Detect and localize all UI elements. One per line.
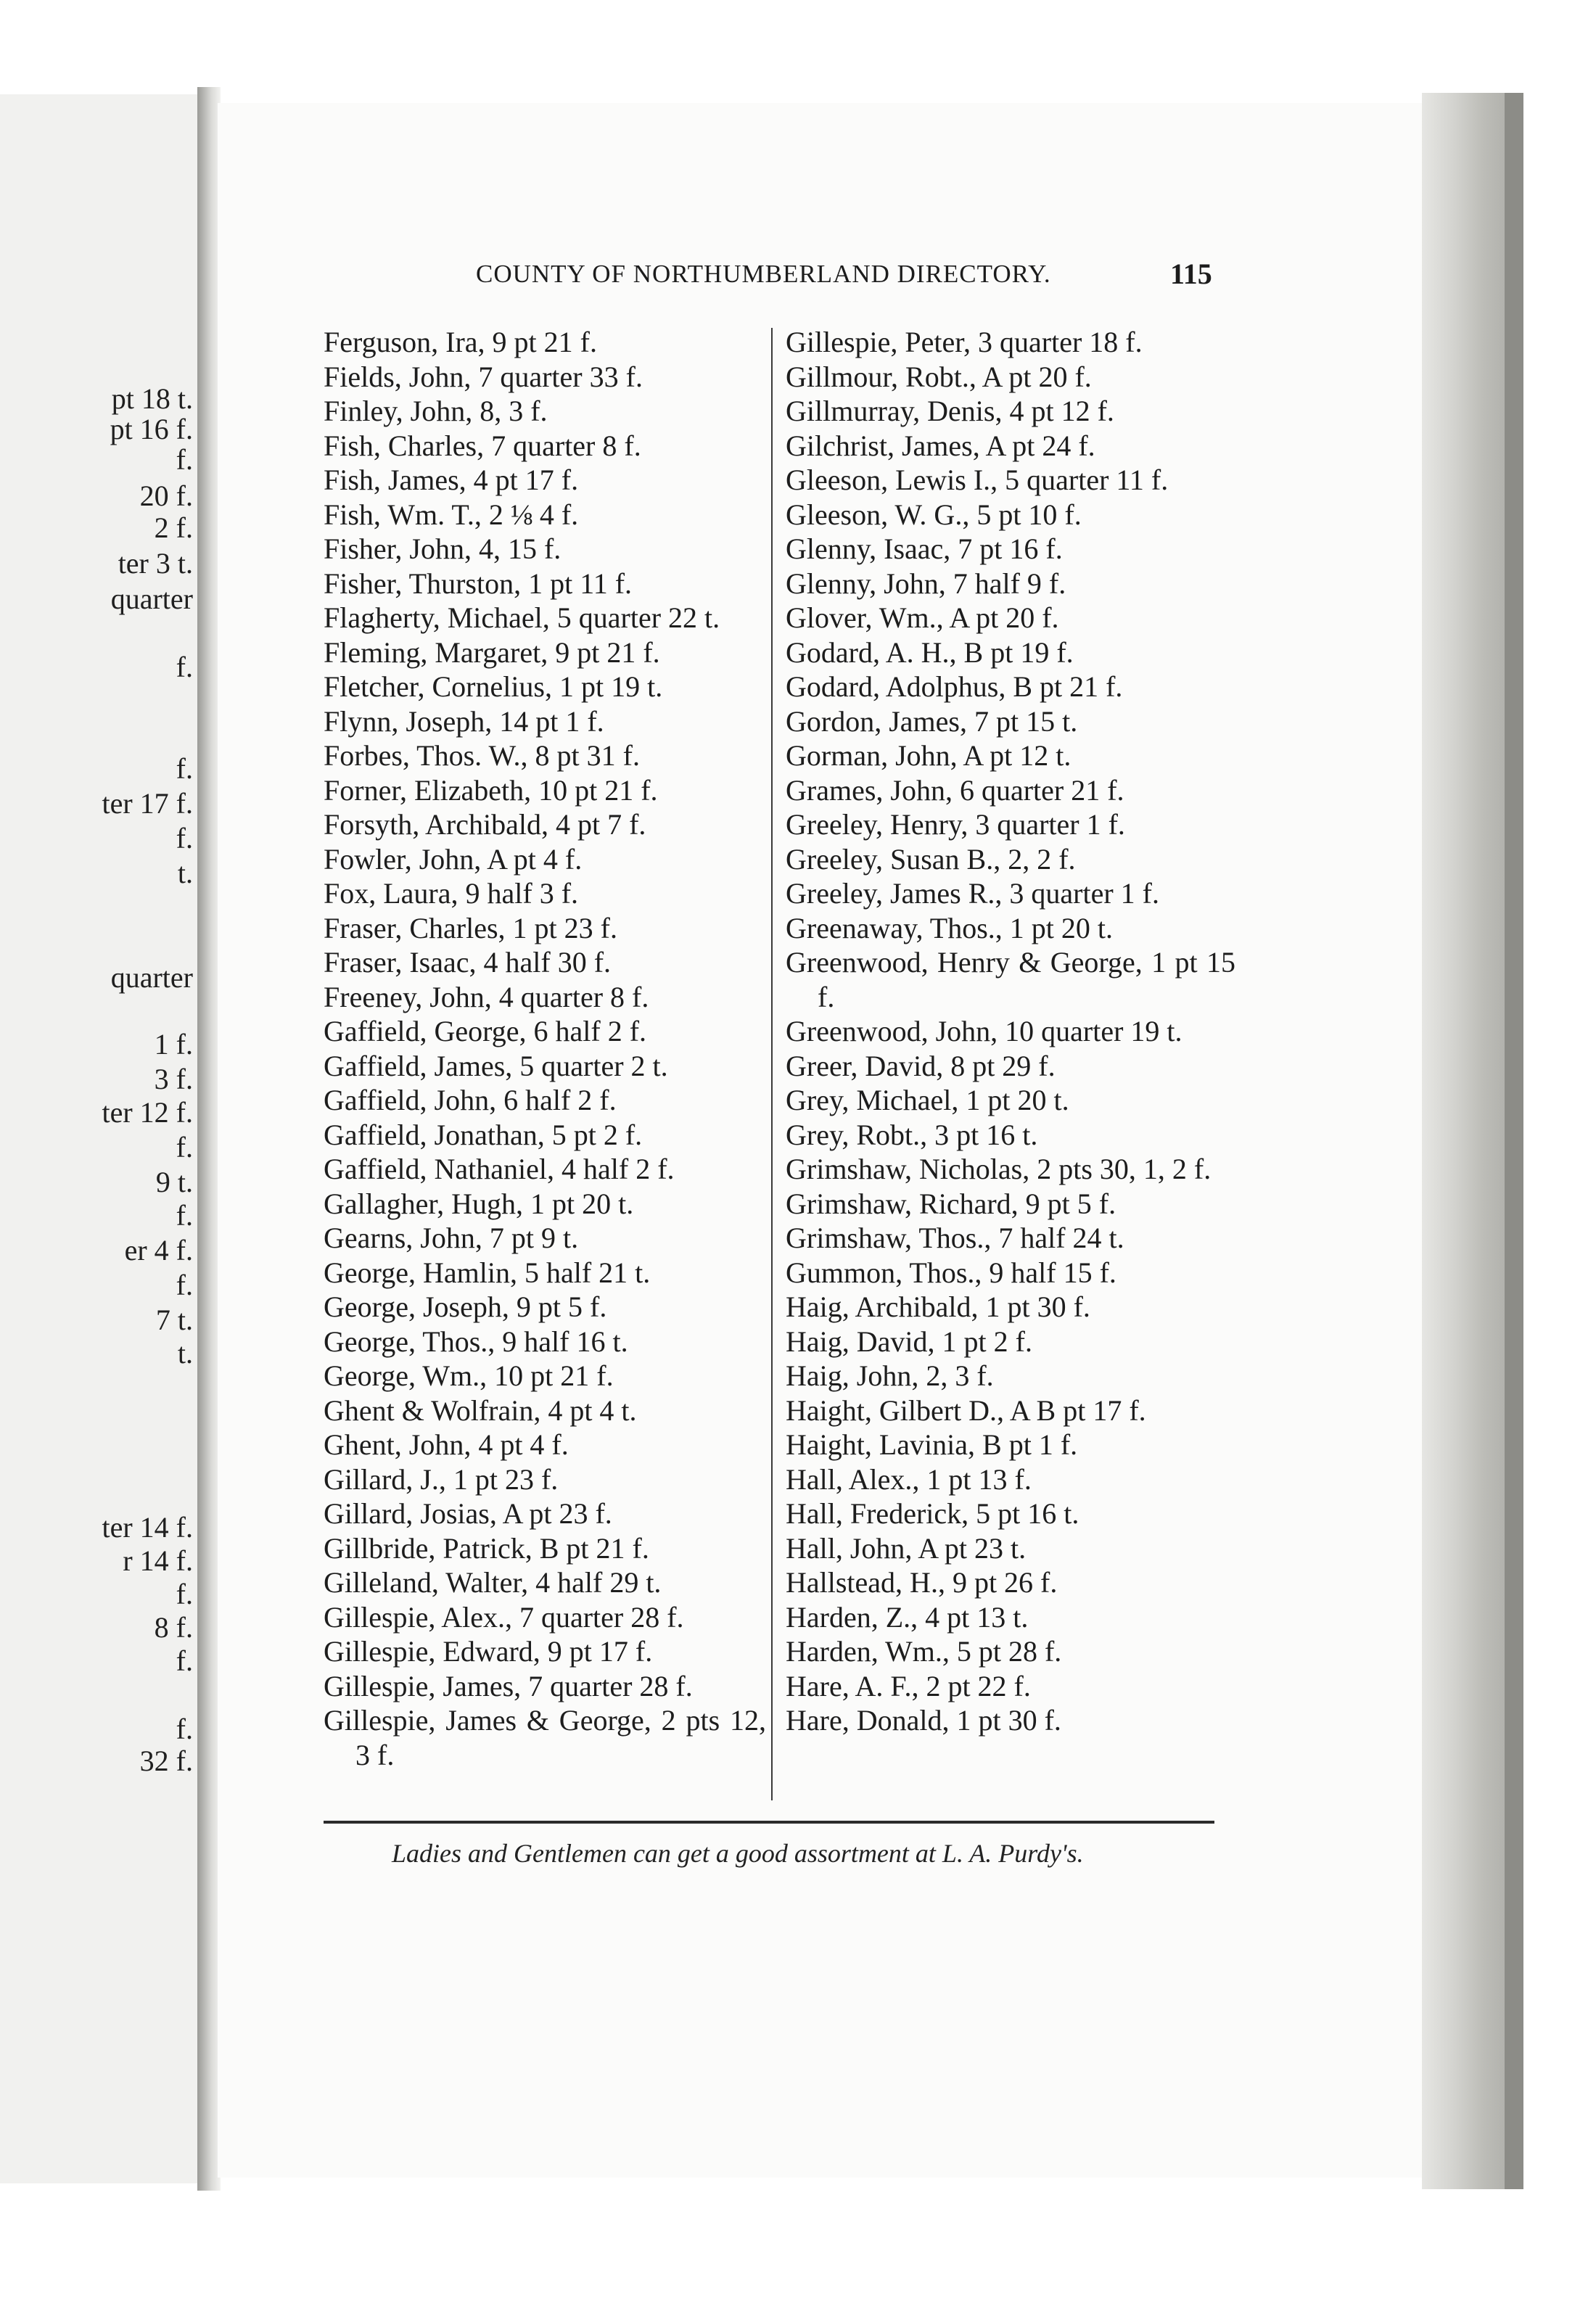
directory-entry: Hare, A. F., 2 pt 22 f.: [786, 1669, 1031, 1702]
left-page-text-fragment: quarter: [110, 961, 193, 994]
directory-entry: Greer, David, 8 pt 29 f.: [786, 1049, 1056, 1082]
directory-entry: Gaffield, Nathaniel, 4 half 2 f.: [324, 1153, 675, 1185]
directory-entry: Fraser, Charles, 1 pt 23 f.: [324, 911, 617, 944]
left-page-text-fragment: t.: [177, 1337, 193, 1370]
directory-column-right: [786, 325, 1235, 1738]
directory-entry: Hall, John, A pt 23 t.: [786, 1531, 1027, 1565]
page-header-title: COUNTY OF NORTHUMBERLAND DIRECTORY.: [476, 260, 1051, 288]
directory-entry: Grey, Robt., 3 pt 16 t.: [786, 1118, 1038, 1151]
directory-entry: Harden, Z., 4 pt 13 t.: [786, 1600, 1029, 1634]
left-page-text-fragment: ter 3 t.: [118, 547, 193, 580]
directory-entry: Gillard, J., 1 pt 23 f.: [324, 1462, 559, 1496]
left-page-text-fragment: quarter: [110, 582, 193, 615]
directory-entry: Gleeson, W. G., 5 pt 10 f.: [786, 498, 1082, 531]
directory-entry: Fish, Wm. T., 2 ⅛ 4 f.: [324, 498, 579, 531]
left-page-text-fragment: f.: [176, 752, 193, 785]
directory-entry: Gleeson, Lewis I., 5 quarter 11 f.: [786, 464, 1169, 496]
left-page-text-fragment: f.: [176, 1578, 193, 1610]
directory-entry: Godard, A. H., B pt 19 f.: [786, 635, 1074, 669]
left-page-text-fragment: f.: [176, 651, 193, 683]
directory-entry: Forner, Elizabeth, 10 pt 21 f.: [324, 773, 658, 807]
left-page-text-fragment: pt 16 f.: [110, 413, 193, 445]
left-page-text-fragment: ter 12 f.: [102, 1096, 193, 1129]
footer-rule: [324, 1821, 1214, 1824]
directory-entry: Haight, Lavinia, B pt 1 f.: [786, 1428, 1078, 1461]
directory-entry: Greenwood, John, 10 quarter 19 t.: [786, 1015, 1182, 1047]
directory-entry: Gillmour, Robt., A pt 20 f.: [786, 360, 1092, 393]
directory-entry: Greeley, Henry, 3 quarter 1 f.: [786, 808, 1125, 841]
directory-entry: Grimshaw, Nicholas, 2 pts 30, 1, 2 f.: [786, 1153, 1212, 1185]
directory-entry: Glenny, Isaac, 7 pt 16 f.: [786, 532, 1063, 565]
directory-entry: Grimshaw, Thos., 7 half 24 t.: [786, 1222, 1124, 1254]
directory-entry: Gillmurray, Denis, 4 pt 12 f.: [786, 395, 1114, 427]
left-page-text-fragment: 3 f.: [154, 1063, 193, 1095]
directory-entry: Fleming, Margaret, 9 pt 21 f.: [324, 635, 660, 669]
directory-entry: Harden, Wm., 5 pt 28 f.: [786, 1635, 1062, 1668]
directory-entry: Fox, Laura, 9 half 3 f.: [324, 877, 579, 910]
directory-entry: Gillespie, Peter, 3 quarter 18 f.: [786, 326, 1143, 358]
directory-entry: Fish, James, 4 pt 17 f.: [324, 464, 579, 496]
directory-entry: Gillespie, James, 7 quarter 28 f.: [324, 1669, 693, 1702]
left-page-text-fragment: 20 f.: [139, 479, 193, 512]
directory-entry: Fisher, John, 4, 15 f.: [324, 532, 562, 565]
directory-entry: Gillespie, James & George, 2 pts 12, 3 f.: [324, 1704, 766, 1771]
left-page-text-fragment: 2 f.: [154, 511, 193, 544]
directory-entry: Fisher, Thurston, 1 pt 11 f.: [324, 567, 633, 600]
directory-entry: George, Wm., 10 pt 21 f.: [324, 1359, 614, 1392]
page-number: 115: [1170, 258, 1212, 290]
directory-entry: Greenwood, Henry & George, 1 pt 15 f.: [786, 946, 1235, 1013]
left-page-text-fragment: 7 t.: [155, 1304, 193, 1336]
directory-entry: Gillbride, Patrick, B pt 21 f.: [324, 1531, 649, 1565]
directory-entry: Gearns, John, 7 pt 9 t.: [324, 1222, 579, 1254]
left-page-text-fragment: f.: [176, 1269, 193, 1301]
directory-entry: George, Thos., 9 half 16 t.: [324, 1325, 628, 1358]
directory-entry: Gaffield, George, 6 half 2 f.: [324, 1015, 647, 1047]
directory-entry: Haig, Archibald, 1 pt 30 f.: [786, 1290, 1090, 1323]
directory-entry: Fletcher, Cornelius, 1 pt 19 t.: [324, 670, 663, 703]
directory-entry: Gordon, James, 7 pt 15 t.: [786, 704, 1078, 738]
directory-entry: Forsyth, Archibald, 4 pt 7 f.: [324, 808, 646, 841]
directory-entry: Freeney, John, 4 quarter 8 f.: [324, 980, 649, 1013]
directory-column-left: [324, 325, 766, 1772]
directory-entry: Gillespie, Alex., 7 quarter 28 f.: [324, 1600, 684, 1634]
left-page-text-fragment: 1 f.: [154, 1028, 193, 1061]
left-page-text-fragment: f.: [176, 443, 193, 476]
directory-entry: Grames, John, 6 quarter 21 f.: [786, 773, 1124, 807]
directory-entry: Hallstead, H., 9 pt 26 f.: [786, 1566, 1058, 1599]
directory-entry: Finley, John, 8, 3 f.: [324, 395, 548, 427]
left-page-text-fragment: t.: [177, 857, 193, 889]
directory-entry: Fowler, John, A pt 4 f.: [324, 842, 583, 876]
directory-entry: Fields, John, 7 quarter 33 f.: [324, 360, 643, 393]
left-page-text-fragment: ter 14 f.: [102, 1511, 193, 1544]
directory-entry: Gummon, Thos., 9 half 15 f.: [786, 1256, 1116, 1289]
left-page-text-fragment: 8 f.: [154, 1611, 193, 1644]
directory-entry: Glenny, John, 7 half 9 f.: [786, 567, 1066, 600]
left-page-text-fragment: f.: [176, 1713, 193, 1745]
left-page-text-fragment: er 4 f.: [124, 1234, 193, 1267]
left-page-fragment: [0, 94, 201, 2183]
left-page-text-fragment: r 14 f.: [123, 1544, 193, 1577]
directory-entry: Flagherty, Michael, 5 quarter 22 t.: [324, 601, 720, 634]
directory-entry: Ghent, John, 4 pt 4 f.: [324, 1428, 569, 1461]
directory-entry: George, Joseph, 9 pt 5 f.: [324, 1290, 607, 1323]
directory-entry: Gaffield, James, 5 quarter 2 t.: [324, 1049, 668, 1082]
directory-entry: Fish, Charles, 7 quarter 8 f.: [324, 429, 641, 462]
directory-entry: Greeley, James R., 3 quarter 1 f.: [786, 877, 1159, 910]
directory-entry: Grimshaw, Richard, 9 pt 5 f.: [786, 1187, 1116, 1220]
directory-entry: Hall, Frederick, 5 pt 16 t.: [786, 1497, 1079, 1530]
directory-entry: George, Hamlin, 5 half 21 t.: [324, 1256, 651, 1289]
directory-entry: Haig, John, 2, 3 f.: [786, 1359, 994, 1392]
left-page-text-fragment: ter 17 f.: [102, 787, 193, 820]
column-divider: [771, 328, 773, 1800]
directory-entry: Gaffield, John, 6 half 2 f.: [324, 1084, 617, 1116]
directory-entry: Gaffield, Jonathan, 5 pt 2 f.: [324, 1118, 643, 1151]
directory-entry: Gallagher, Hugh, 1 pt 20 t.: [324, 1187, 634, 1220]
left-page-text-fragment: 32 f.: [139, 1745, 193, 1777]
directory-entry: Grey, Michael, 1 pt 20 t.: [786, 1084, 1069, 1116]
directory-entry: Hall, Alex., 1 pt 13 f.: [786, 1462, 1032, 1496]
directory-entry: Gillespie, Edward, 9 pt 17 f.: [324, 1635, 653, 1668]
left-page-text-fragment: 9 t.: [155, 1166, 193, 1198]
directory-entry: Greeley, Susan B., 2, 2 f.: [786, 842, 1076, 876]
directory-entry: Ferguson, Ira, 9 pt 21 f.: [324, 326, 597, 358]
directory-entry: Greenaway, Thos., 1 pt 20 t.: [786, 911, 1114, 944]
directory-entry: Gilleland, Walter, 4 half 29 t.: [324, 1566, 662, 1599]
directory-entry: Ghent & Wolfrain, 4 pt 4 t.: [324, 1393, 637, 1427]
left-page-text-fragment: f.: [176, 1199, 193, 1232]
directory-entry: Flynn, Joseph, 14 pt 1 f.: [324, 704, 604, 738]
left-page-text-fragment: f.: [176, 1644, 193, 1677]
directory-entry: Gilchrist, James, A pt 24 f.: [786, 429, 1095, 462]
left-page-text-fragment: f.: [176, 822, 193, 854]
directory-entry: Haig, David, 1 pt 2 f.: [786, 1325, 1032, 1358]
directory-entry: Forbes, Thos. W., 8 pt 31 f.: [324, 739, 640, 772]
directory-entry: Gillard, Josias, A pt 23 f.: [324, 1497, 612, 1530]
directory-entry: Fraser, Isaac, 4 half 30 f.: [324, 946, 612, 979]
left-page-text-fragment: f.: [176, 1131, 193, 1164]
footer-advertisement: Ladies and Gentlemen can get a good assortment at L. A. Purdy's.: [392, 1839, 1084, 1868]
directory-entry: Hare, Donald, 1 pt 30 f.: [786, 1704, 1061, 1737]
directory-entry: Godard, Adolphus, B pt 21 f.: [786, 670, 1123, 703]
page-edge: [1422, 93, 1523, 2189]
directory-entry: Haight, Gilbert D., A B pt 17 f.: [786, 1393, 1146, 1427]
directory-entry: Gorman, John, A pt 12 t.: [786, 739, 1071, 772]
directory-entry: Glover, Wm., A pt 20 f.: [786, 601, 1059, 634]
left-page-text-fragment: pt 18 t.: [111, 382, 193, 415]
